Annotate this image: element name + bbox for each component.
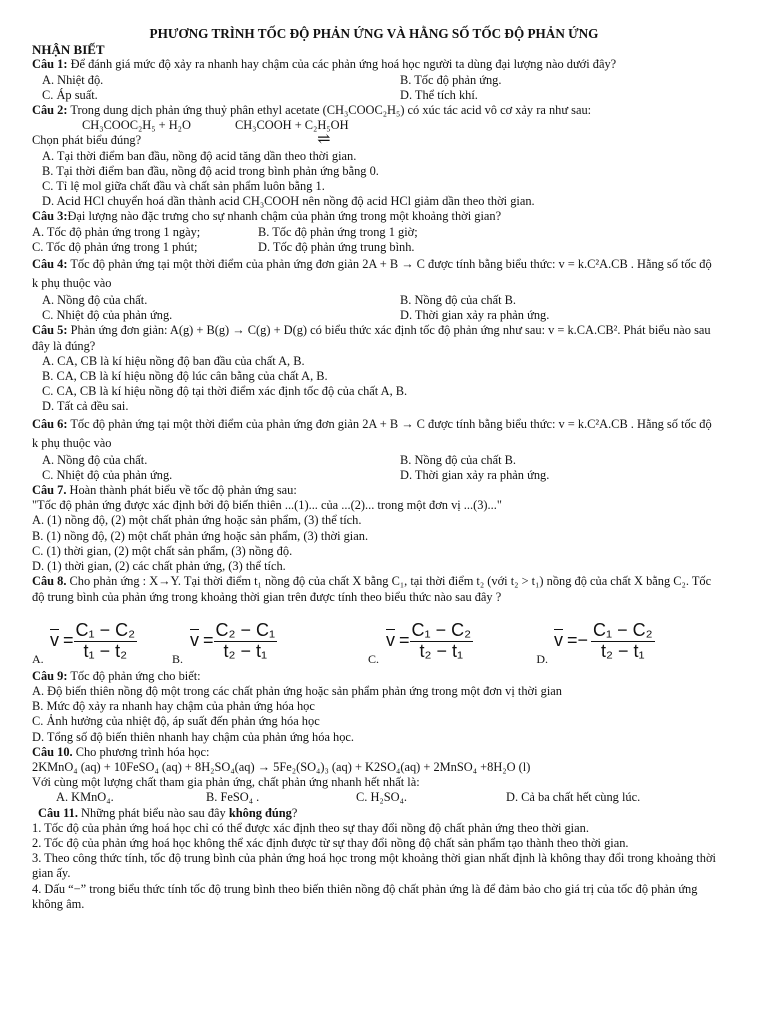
option-a: A. Tốc độ phản ứng trong 1 ngày; [32, 224, 201, 239]
statement-1: 1. Tốc độ của phản ứng hoá học chỉ có thể được xác định theo sự thay đổi nồng độ chất phản ứng theo thời gian. [32, 820, 589, 835]
page-title: PHƯƠNG TRÌNH TỐC ĐỘ PHẢN ỨNG VÀ HẰNG SỐ TỐC ĐỘ PHẢN ỨNG [149, 26, 599, 41]
numerator: C₁ − C₂ [75, 620, 136, 641]
option-c: C. CA, CB là kí hiệu nồng độ tại thời điểm xác định tốc độ của chất A, B. [42, 384, 408, 399]
option-b: B. Nồng độ của chất B. [400, 452, 516, 467]
denominator: t₁ − t₂ [83, 640, 128, 661]
denominator: t₂ − t₁ [601, 640, 645, 661]
question-text: Trong dung dịch phản ứng thuỷ phân ethyl acetate (CH₃COOC₂H₅) có xúc tác acid vô cơ xảy ra như sau: [67, 103, 592, 118]
question-text-end: ? [291, 805, 298, 820]
equals-sign: = [567, 630, 578, 651]
equals-sign: = [203, 630, 214, 651]
option-a: A. Độ biến thiên nồng độ một trong các chất phản ứng hoặc sản phẩm phản ứng trong một đơn vị thời gian [32, 683, 562, 698]
statement-4: 4. Dấu “−” trong biểu thức tính tốc độ trung bình theo biến thiên nồng độ chất phản ứng là để đảm bảo cho giá trị của tốc độ phản ứng không âm. [32, 881, 698, 911]
question-4 [32, 255, 716, 293]
option-d: D. Thời gian xảy ra phản ứng. [400, 467, 550, 482]
prompt-text: Chọn phát biểu đúng? [32, 133, 142, 148]
question-8 [32, 574, 716, 604]
option-d: D. Cả ba chất hết cùng lúc. [506, 790, 641, 805]
question-prompt [32, 133, 716, 148]
rate-formula [190, 620, 277, 661]
question-text: Tốc độ phản ứng tại một thời điểm của phản ứng đơn giản 2A + B → C được tính bằng biểu thức: v = k.C²A.CB . Hằng số tốc độ k phụ thuộc vào [32, 416, 712, 450]
numerator: C₁ − C₂ [593, 620, 653, 641]
question-label: Câu 9: [32, 668, 68, 683]
question-2 [32, 103, 716, 118]
section-heading: NHẬN BIẾT [32, 42, 105, 58]
question-label: Câu 10. [32, 744, 73, 759]
option-d: D. Thời gian xảy ra phản ứng. [400, 308, 550, 323]
option-c: C. Nhiệt độ của phản ứng. [42, 467, 173, 482]
option-letter: D. [536, 651, 548, 666]
option-c: C. Áp suất. [42, 87, 98, 102]
option-a: A. Nồng độ của chất. [42, 452, 148, 467]
question-text: Phản ứng đơn giản: A(g) + B(g) → C(g) + D(g) có biểu thức xác định tốc độ phản ứng như sau: v = k.CA.CB². Phát biểu nào sau đây là đúng? [32, 323, 711, 353]
question-label: Câu 1: [32, 57, 68, 72]
formula-option-a [32, 620, 172, 668]
equation-left: CH₃COOC₂H₅ + H₂O [82, 118, 191, 133]
equals-sign: = [63, 630, 74, 651]
option-d: D. Tất cả đều sai. [42, 399, 129, 414]
question-1 [32, 57, 716, 72]
reaction-equation [32, 118, 716, 133]
rate-formula [50, 620, 137, 661]
option-c: C. Tốc độ phản ứng trong 1 phút; [32, 239, 198, 254]
option-a: A. CA, CB là kí hiệu nồng độ ban đầu của chất A, B. [42, 353, 305, 368]
option-b: B. Mức độ xảy ra nhanh hay chậm của phản ứng hóa học [32, 699, 315, 714]
option-b: B. Tại thời điểm ban đầu, nồng độ acid trong bình phản ứng bằng 0. [42, 163, 379, 178]
question-6 [32, 415, 716, 453]
option-letter: A. [32, 651, 44, 666]
question-text: Để đánh giá mức độ xảy ra nhanh hay chậm của các phản ứng hoá học người ta dùng đại lượng nào dưới đây? [67, 57, 617, 72]
formula-option-d [502, 620, 655, 668]
option-d: D. Tốc độ phản ứng trung bình. [258, 239, 415, 254]
denominator: t₂ − t₁ [223, 640, 268, 661]
option-a: A. Nồng độ của chất. [42, 293, 148, 308]
minus-sign: − [577, 630, 589, 651]
answer-options [32, 293, 716, 323]
equals-sign: = [399, 630, 410, 651]
question-text: Tốc độ phản ứng tại một thời điểm của phản ứng đơn giản 2A + B → C được tính bằng biểu thức: v = k.C²A.CB . Hằng số tốc độ k phụ thuộc vào [32, 257, 712, 291]
question-label: Câu 6: [32, 416, 68, 431]
rate-symbol: $\overline{v}$ [386, 630, 395, 651]
option-b: B. Tốc độ phản ứng. [400, 72, 502, 87]
question-label: Câu 5: [32, 323, 68, 338]
statement-2: 2. Tốc độ của phản ứng hoá học không thể xác định được từ sự thay đổi nồng độ chất sản phẩm tạo thành theo thời gian. [32, 835, 629, 850]
option-b: B. (1) nồng độ, (2) một chất phản ứng hoặc sản phẩm, (3) thời gian. [32, 528, 369, 543]
question-text: Đại lượng nào đặc trưng cho sự nhanh chậm của phản ứng trong một khoảng thời gian? [67, 209, 502, 224]
rate-symbol: $\overline{v}$ [50, 630, 59, 651]
question-3 [32, 209, 716, 224]
option-a: A. Nhiệt độ. [42, 72, 104, 87]
equilibrium-arrow-icon: ⇌ [317, 131, 331, 149]
question-9 [32, 669, 716, 684]
denominator: t₂ − t₁ [419, 640, 464, 661]
question-prompt: Với cùng một lượng chất tham gia phản ứng, chất phản ứng nhanh hết nhất là: [32, 775, 420, 790]
answer-options [32, 73, 716, 103]
statement-3: 3. Theo công thức tính, tốc độ trung bình của phản ứng hoá học trong một khoảng thời gian nhất định là không thay đổi trong khoảng thời gian ấy. [32, 851, 716, 881]
option-letter: C. [368, 651, 380, 666]
rate-symbol: $\overline{v}$ [190, 630, 199, 651]
option-c: C. Ảnh hưởng của nhiệt độ, áp suất đến phản ứng hóa học [32, 714, 320, 729]
option-b: B. Tốc độ phản ứng trong 1 giờ; [258, 224, 418, 239]
formula-options [32, 605, 716, 669]
option-c: C. H₂SO₄. [356, 790, 407, 805]
option-b: B. Nồng độ của chất B. [400, 293, 516, 308]
question-label: Câu 11. [38, 805, 78, 820]
answer-options [32, 453, 716, 483]
question-label: Câu 2: [32, 103, 68, 118]
option-d: D. Tổng số độ biến thiên nhanh hay chậm của phản ứng hóa học. [32, 729, 355, 744]
fill-in-quote: "Tốc độ phản ứng được xác định bởi độ biến thiên ...(1)... của ...(2)... trong một đơn vị ...(3)..." [32, 498, 502, 513]
fraction [74, 620, 138, 661]
question-text: Những phát biểu nào sau đây [77, 805, 229, 820]
rate-formula [554, 620, 655, 661]
question-emphasis: không đúng [228, 805, 292, 820]
option-d: D. Thể tích khí. [400, 87, 478, 102]
question-label: Câu 3: [32, 209, 68, 224]
question-text: Cho phương trình hóa học: [72, 744, 210, 759]
rate-formula [386, 620, 473, 661]
formula-option-b [172, 620, 368, 668]
option-d: D. (1) thời gian, (2) các chất phản ứng, (3) thể tích. [32, 559, 286, 574]
option-d: D. Acid HCl chuyển hoá dần thành acid CH₃COOH nên nồng độ acid HCl giảm dần theo thời gian. [42, 194, 535, 209]
option-c: C. Tỉ lệ mol giữa chất đầu và chất sản phẩm luôn bằng 1. [42, 179, 325, 194]
fraction [591, 620, 655, 661]
question-label: Câu 4: [32, 257, 68, 272]
option-letter: B. [172, 651, 184, 666]
option-a: A. Tại thời điểm ban đầu, nồng độ acid tăng dần theo thời gian. [42, 148, 357, 163]
equation-right: CH₃COOH + C₂H₅OH [234, 118, 349, 133]
option-b: B. CA, CB là kí hiệu nồng độ lúc cân bằng của chất A, B. [42, 369, 328, 384]
answer-options [32, 225, 716, 255]
question-11 [32, 806, 716, 821]
option-c: C. Nhiệt độ của phản ứng. [42, 308, 173, 323]
numerator: C₂ − C₁ [215, 620, 276, 641]
question-label: Câu 7. [32, 483, 67, 498]
question-10 [32, 745, 716, 760]
option-c: C. (1) thời gian, (2) một chất sản phẩm, (3) nồng độ. [32, 543, 293, 558]
question-text: Tốc độ phản ứng cho biết: [67, 668, 201, 683]
fraction [214, 620, 278, 661]
question-label: Câu 8. [32, 574, 67, 589]
answer-options [32, 790, 716, 805]
option-a: A. KMnO₄. [56, 790, 114, 805]
question-7 [32, 483, 716, 498]
option-b: B. FeSO₄ . [206, 790, 260, 805]
formula-option-c [368, 620, 502, 668]
rate-symbol: $\overline{v}$ [554, 630, 563, 651]
option-a: A. (1) nồng độ, (2) một chất phản ứng hoặc sản phẩm, (3) thể tích. [32, 513, 362, 528]
reaction-equation: 2KMnO₄ (aq) + 10FeSO₄ (aq) + 8H₂SO₄(aq) → 5Fe₂(SO₄)₃ (aq) + K2SO₄(aq) + 2MnSO₄ +8H₂O (l) [32, 759, 531, 774]
question-text: Hoàn thành phát biểu về tốc độ phản ứng sau: [66, 483, 297, 498]
question-5 [32, 323, 716, 353]
fraction [410, 620, 474, 661]
numerator: C₁ − C₂ [411, 620, 472, 641]
question-text: Cho phản ứng : X→Y. Tại thời điểm t₁ nồng độ của chất X bằng C₁, tại thời điểm t₂ (với t₂ > t₁) nồng độ của chất X bằng C₂. Tốc độ trung bình của phản ứng trong khoảng thời gian trên được tính theo biểu thức nào sau đây ? [32, 574, 712, 604]
